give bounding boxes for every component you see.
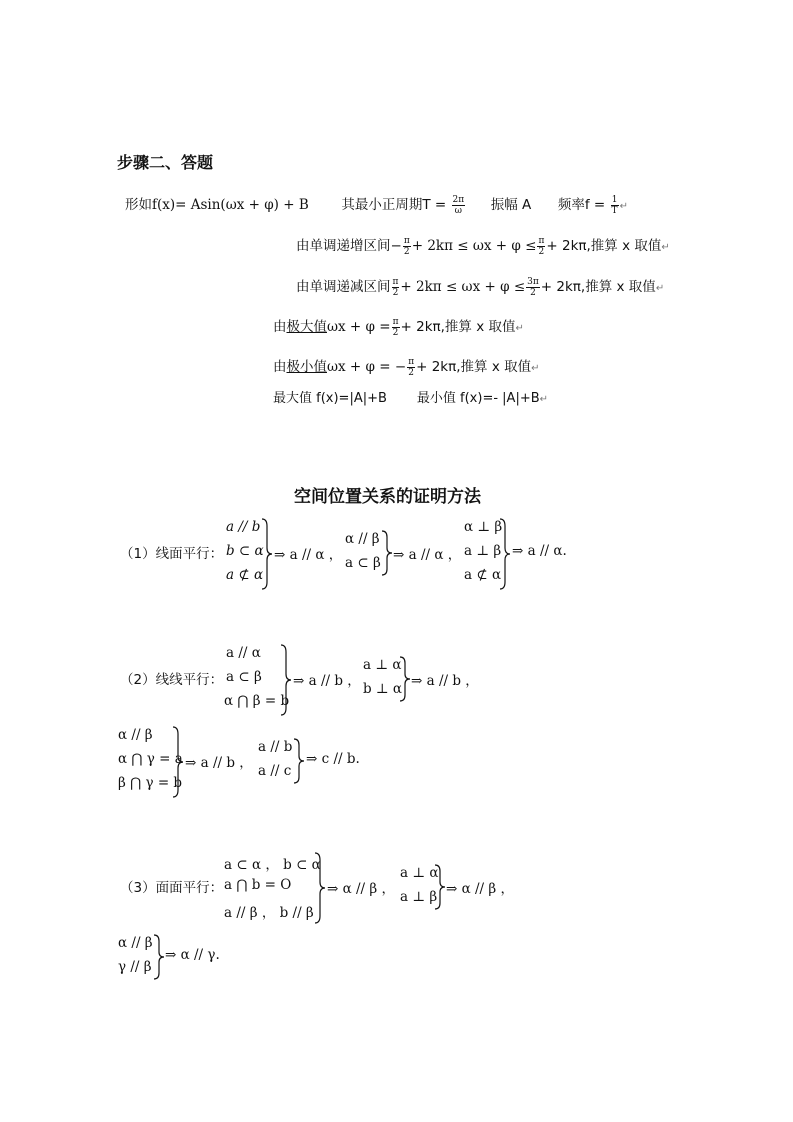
proof-label-3: （3）面面平行： xyxy=(120,880,224,896)
formula-line-definition: 形如f(x)= Asin(ωx + φ) + B 其最小正周期T = $\frac{2\pi}{\omega}$ 振幅 A 频率f = $\frac{1}{T}$ ↵ xyxy=(125,194,628,216)
extreme-values-line: 最大值 f(x)=|A|+B 最小值 f(x)=- |A|+B↵ xyxy=(273,391,549,406)
minimum-line: 由极小值ωx + φ = − $\frac{\pi}{2}$ + 2kπ,推算 x 取值↵ xyxy=(273,356,540,378)
result-text: ⇒ c // b. xyxy=(306,751,360,767)
form-expression: f(x)= Asin(ωx + φ) + B xyxy=(152,197,309,213)
result-text: ⇒ a // α ， xyxy=(274,547,343,563)
decreasing-interval-line: 由单调递减区间 $\frac{\pi}{2}$ + 2kπ ≤ ωx + φ ≤ $\frac{3\pi}{2}$ + 2kπ,推算 x 取值↵ xyxy=(296,276,665,298)
proof-label-1: （1）线面平行： xyxy=(120,546,224,562)
frequency-fraction: $\frac{1}{T}$ xyxy=(611,194,618,216)
increasing-interval-line: 由单调递增区间− $\frac{\pi}{2}$ + 2kπ ≤ ωx + φ ≤ $\frac{\pi}{2}$ + 2kπ,推算 x 取值↵ xyxy=(296,235,670,257)
result-text: ⇒ a // b ， xyxy=(411,673,479,689)
frequency-label: 频率f = xyxy=(557,197,606,213)
result-text: ⇒ a // α ， xyxy=(393,547,462,563)
result-text: ⇒ a // b ， xyxy=(293,673,361,689)
period-fraction: $\frac{2\pi}{\omega}$ xyxy=(452,194,465,216)
result-text: ⇒ α // γ. xyxy=(165,947,220,963)
form-label: 形如 xyxy=(125,197,152,213)
result-text: ⇒ a // α. xyxy=(512,543,567,559)
result-text: ⇒ α // β ， xyxy=(446,881,514,897)
section-title: 步骤二、答题 xyxy=(117,153,214,172)
section-title-space: 空间位置关系的证明方法 xyxy=(294,487,481,507)
amplitude-label: 振幅 A xyxy=(490,197,532,213)
result-text: ⇒ a // b ， xyxy=(185,755,253,771)
proof-label-2: （2）线线平行： xyxy=(120,672,224,688)
result-text: ⇒ α // β ， xyxy=(327,881,395,897)
period-label: 其最小正周期T = xyxy=(341,197,447,213)
maximum-line: 由极大值ωx + φ = $\frac{\pi}{2}$ + 2kπ,推算 x 取值↵ xyxy=(273,316,524,338)
